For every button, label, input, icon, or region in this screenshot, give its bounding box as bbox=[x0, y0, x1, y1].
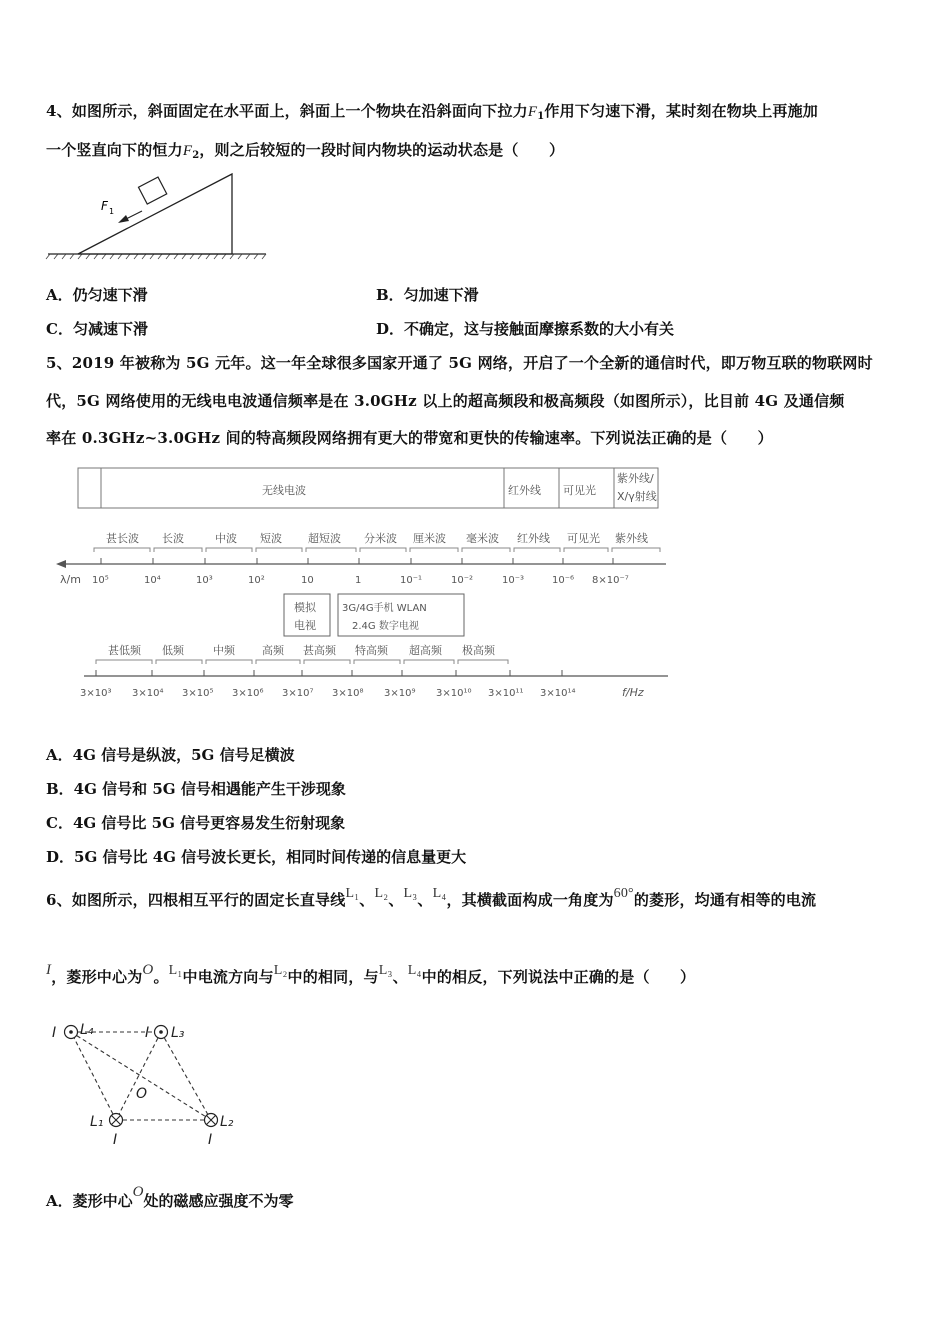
freq-name: 特高频 bbox=[355, 644, 388, 657]
spectrum-figure bbox=[56, 462, 676, 712]
q6-l2: L₂ bbox=[273, 963, 288, 978]
wave-name: 中波 bbox=[215, 532, 237, 545]
q5-option-c[interactable]: C．4G 信号比 5G 信号更容易发生衍射现象 bbox=[46, 814, 346, 832]
incline-figure bbox=[44, 168, 274, 268]
q6-option-a[interactable] bbox=[46, 1184, 294, 1211]
q5-line1: 5、2019 年被称为 5G 元年。这一年全球很多国家开通了 5G 网络，开启了一个全新的通信时代，即万物互联的物联网时 bbox=[46, 354, 873, 372]
q4-f2-symbol: F bbox=[182, 143, 193, 159]
freq-tick-label: 3×10¹⁴ bbox=[540, 688, 576, 699]
lambda-tick-label: 8×10⁻⁷ bbox=[592, 575, 629, 586]
lambda-axis-label: λ/m bbox=[60, 573, 81, 586]
q6-line1-mid: ，其横截面构成一角度为 bbox=[446, 891, 614, 909]
lambda-tick-label: 10 bbox=[301, 575, 314, 586]
lambda-tick-label: 1 bbox=[355, 575, 362, 586]
wire-l3-current-label: I bbox=[145, 1025, 150, 1041]
lambda-tick-label: 10⁵ bbox=[92, 575, 109, 586]
freq-name: 低频 bbox=[162, 644, 184, 657]
q6-line1 bbox=[46, 886, 816, 910]
q6-line1-tail: 的菱形，均通有相等的电流 bbox=[633, 891, 817, 909]
lambda-tick-label: 10² bbox=[248, 575, 265, 586]
q6-line1-head: 6、如图所示，四根相互平行的固定长直导线 bbox=[46, 891, 346, 909]
top-bar-radio: 无线电波 bbox=[262, 484, 306, 497]
q4-option-a[interactable]: A．仍匀速下滑 bbox=[46, 286, 148, 304]
q6-l3: L₃ bbox=[378, 963, 393, 978]
q4-line2-head: 一个竖直向下的恒力 bbox=[46, 141, 183, 159]
top-bar-infrared: 红外线 bbox=[508, 484, 541, 497]
freq-tick-label: 3×10⁶ bbox=[232, 688, 264, 699]
freq-tick-label: 3×10⁸ bbox=[332, 688, 364, 699]
freq-name: 甚低频 bbox=[108, 644, 141, 657]
wave-name: 紫外线 bbox=[615, 532, 648, 545]
freq-brackets bbox=[96, 660, 508, 664]
wave-name: 厘米波 bbox=[413, 532, 446, 545]
wire-l2-current-label: I bbox=[208, 1132, 213, 1148]
q4-option-d[interactable]: D．不确定，这与接触面摩擦系数的大小有关 bbox=[376, 320, 675, 338]
q5-option-d[interactable]: D．5G 信号比 4G 信号波长更长，相同时间传递的信息量更大 bbox=[46, 848, 467, 866]
q4-f2-subscript: 2 bbox=[192, 150, 200, 161]
q4-option-c[interactable]: C．匀减速下滑 bbox=[46, 320, 148, 338]
q6-angle: 60° bbox=[613, 886, 634, 901]
q6-option-a-symbol: O bbox=[132, 1184, 144, 1200]
wave-name: 超短波 bbox=[308, 532, 341, 545]
q5-option-a[interactable]: A．4G 信号是纵波，5G 信号足横波 bbox=[46, 746, 295, 764]
q5-line3: 率在 0.3GHz~3.0GHz 间的特高频段网络拥有更大的带宽和更快的传输速率。下列说法正确的是（ ） bbox=[46, 429, 773, 447]
lambda-tick-label: 10³ bbox=[196, 575, 213, 586]
freq-tick-label: 3×10⁴ bbox=[132, 688, 164, 699]
q6-line2 bbox=[46, 962, 695, 987]
q6-sep: 、 bbox=[359, 891, 375, 909]
q6-line2-c: 中电流方向与 bbox=[182, 968, 274, 986]
wire-l2-label: L₂ bbox=[220, 1114, 234, 1130]
force-f1-subscript: 1 bbox=[109, 207, 115, 216]
box-mobile-line2: 2.4G 数字电视 bbox=[352, 621, 419, 632]
q6-l1: L₁ bbox=[168, 963, 183, 978]
lambda-tick-label: 10⁻³ bbox=[502, 575, 525, 586]
wave-name: 分米波 bbox=[364, 532, 397, 545]
q5-option-b[interactable]: B．4G 信号和 5G 信号相遇能产生干涉现象 bbox=[46, 780, 346, 798]
q6-option-a-tail: 处的磁感应强度不为零 bbox=[143, 1192, 294, 1210]
rhombus-lines bbox=[71, 1032, 211, 1120]
ground-hatching bbox=[46, 254, 266, 259]
force-f1-arrowhead bbox=[118, 215, 129, 223]
q4-line2 bbox=[46, 139, 564, 161]
q6-l4: L₄ bbox=[432, 886, 447, 901]
wire-l4-current-label: I bbox=[52, 1025, 57, 1041]
wire-l1-current-label: I bbox=[113, 1132, 118, 1148]
q4-line1-tail: 作用下匀速下滑，某时刻在物块上再施加 bbox=[544, 102, 818, 120]
top-bar-xray: X/γ射线 bbox=[617, 490, 657, 503]
freq-tick-label: 3×10⁷ bbox=[282, 688, 314, 699]
rhombus-figure bbox=[44, 1010, 254, 1150]
wave-name: 可见光 bbox=[567, 532, 600, 545]
freq-tick-label: 3×10³ bbox=[80, 688, 112, 699]
wire-l1-label: L₁ bbox=[90, 1114, 104, 1130]
block bbox=[138, 177, 166, 204]
q4-option-b[interactable]: B．匀加速下滑 bbox=[376, 286, 479, 304]
q6-sep: 、 bbox=[417, 891, 433, 909]
freq-tick-label: 3×10¹¹ bbox=[488, 688, 524, 699]
box-analog-tv-line1: 模拟 bbox=[294, 601, 316, 614]
center-o-label: O bbox=[136, 1086, 148, 1102]
top-bar-visible: 可见光 bbox=[563, 484, 596, 497]
lambda-axis-arrow bbox=[56, 560, 66, 568]
q6-line2-a: ，菱形中心为 bbox=[51, 968, 143, 986]
wave-name: 短波 bbox=[260, 532, 282, 545]
wire-l4-label: L₄ bbox=[80, 1022, 94, 1038]
freq-name: 超高频 bbox=[409, 644, 442, 657]
force-f1-label: F bbox=[101, 199, 108, 213]
freq-name: 高频 bbox=[262, 644, 284, 657]
q4-line1-text: 4、如图所示，斜面固定在水平面上，斜面上一个物块在沿斜面向下拉力 bbox=[46, 102, 528, 120]
wire-l3-label: L₃ bbox=[171, 1025, 185, 1041]
freq-ticks bbox=[96, 670, 562, 676]
q6-l4: L₄ bbox=[407, 963, 422, 978]
wave-name: 毫米波 bbox=[466, 532, 499, 545]
freq-name: 甚高频 bbox=[303, 644, 336, 657]
q4-f1-subscript: 1 bbox=[537, 111, 545, 122]
top-bar-uv: 紫外线/ bbox=[617, 472, 654, 485]
wave-brackets bbox=[94, 548, 660, 552]
freq-tick-label: 3×10⁹ bbox=[384, 688, 416, 699]
q4-line1 bbox=[46, 100, 818, 122]
box-mobile-line1: 3G/4G手机 WLAN bbox=[342, 603, 427, 614]
q6-line2-d: 中的相同，与 bbox=[287, 968, 379, 986]
freq-tick-label: 3×10⁵ bbox=[182, 688, 214, 699]
wave-name: 甚长波 bbox=[106, 532, 139, 545]
q6-l1: L₁ bbox=[345, 886, 360, 901]
q5-line2: 代，5G 网络使用的无线电电波通信频率是在 3.0GHz 以上的超高频段和极高频段（如图所示），比目前 4G 及通信频 bbox=[46, 392, 845, 410]
q6-sep: 、 bbox=[388, 891, 404, 909]
lambda-tick-label: 10⁴ bbox=[144, 575, 161, 586]
q4-line2-tail: ，则之后较短的一段时间内物块的运动状态是（ ） bbox=[199, 141, 565, 159]
freq-axis-label: f/Hz bbox=[622, 686, 644, 699]
q6-line2-e: 、 bbox=[392, 968, 408, 986]
lambda-tick-label: 10⁻⁶ bbox=[552, 575, 575, 586]
wave-name: 红外线 bbox=[517, 532, 550, 545]
q6-current-symbol: I bbox=[46, 962, 52, 978]
q6-line2-b: 。 bbox=[153, 968, 169, 986]
q6-center-symbol: O bbox=[142, 962, 154, 978]
lambda-tick-label: 10⁻² bbox=[451, 575, 474, 586]
box-analog-tv-line2: 电视 bbox=[294, 619, 316, 632]
lambda-tick-label: 10⁻¹ bbox=[400, 575, 423, 586]
q6-option-a-head: A．菱形中心 bbox=[46, 1192, 133, 1210]
q6-l2: L₂ bbox=[374, 886, 389, 901]
lambda-ticks bbox=[101, 558, 613, 564]
q4-f1-symbol: F bbox=[527, 104, 538, 120]
q6-line2-f: 中的相反，下列说法中正确的是（ ） bbox=[421, 968, 696, 986]
freq-name: 中频 bbox=[213, 644, 235, 657]
wave-name: 长波 bbox=[162, 532, 184, 545]
q6-l3: L₃ bbox=[403, 886, 418, 901]
freq-name: 极高频 bbox=[462, 644, 495, 657]
freq-tick-label: 3×10¹⁰ bbox=[436, 688, 472, 699]
